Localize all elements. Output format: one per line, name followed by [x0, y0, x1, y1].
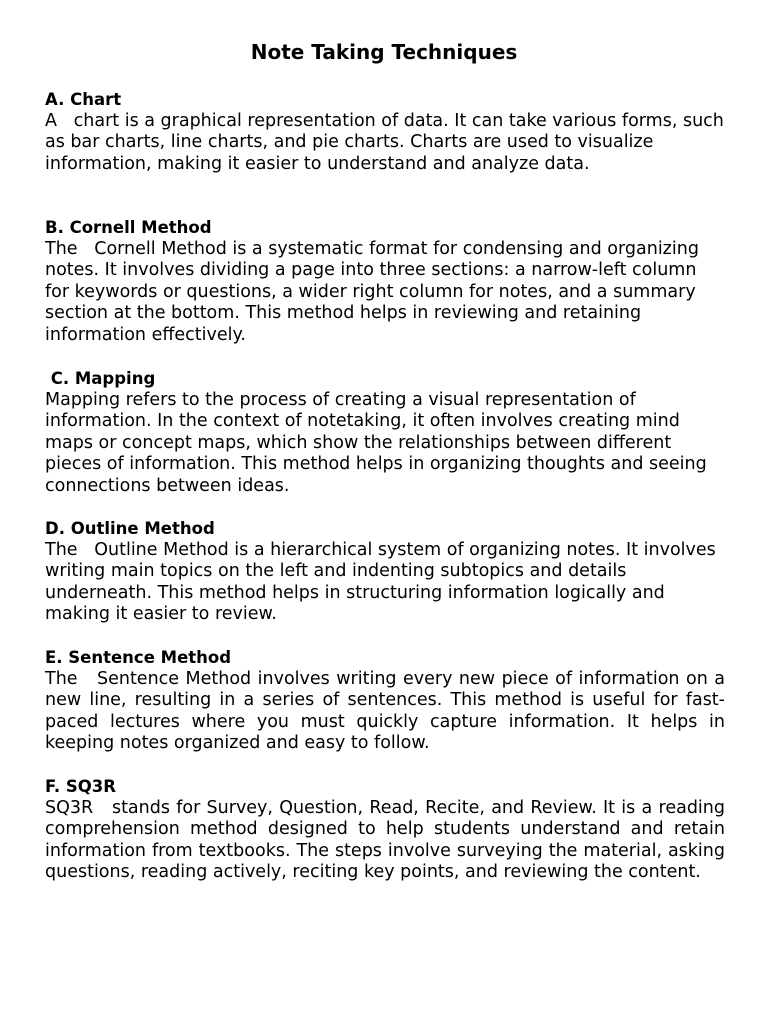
- document-title: Note Taking Techniques: [250, 40, 518, 64]
- section-cornell-method: [45, 217, 725, 346]
- section-body: Mapping refers to the process of creating a visual representation of information. In the context of notetaking, it often involves creating mind maps or concept maps, which show the relationships between different pieces of information. This method helps in organizing thoughts and seeing connections between ideas.: [45, 389, 713, 496]
- section-heading: B. Cornell Method: [45, 218, 212, 237]
- section-heading: D. Outline Method: [45, 519, 215, 538]
- section-outline-method: [45, 518, 725, 626]
- section-body: The Cornell Method is a systematic format for condensing and organizing notes. It involves dividing a page into three sections: a narrow-left column for keywords or questions, a wider right column for notes, and a summary section at the bottom. This method helps in reviewing and retaining information effectively.: [45, 238, 705, 345]
- section-chart: [45, 89, 730, 175]
- section-heading: C. Mapping: [45, 369, 156, 388]
- section-body: SQ3R stands for Survey, Question, Read, Recite, and Review. It is a reading comprehension method designed to help students understand and retain information from textbooks. The steps involve surveying the material, asking questions, reading actively, reciting key points, and reviewing the content.: [45, 797, 731, 883]
- section-mapping: [45, 368, 725, 497]
- section-heading: F. SQ3R: [45, 777, 116, 796]
- section-body: The Sentence Method involves writing every new piece of information on a new line, resulting in a series of sentences. This method is useful for fast-paced lectures where you must quickly capture information. It helps in keeping notes organized and easy to follow.: [45, 668, 731, 754]
- section-body: A chart is a graphical representation of data. It can take various forms, such as bar charts, line charts, and pie charts. Charts are used to visualize information, making it easier to understand and analyze data.: [45, 110, 730, 174]
- section-heading: E. Sentence Method: [45, 648, 232, 667]
- section-sentence-method: [45, 647, 731, 755]
- section-sq3r: [45, 776, 731, 884]
- section-body: The Outline Method is a hierarchical system of organizing notes. It involves writing main topics on the left and indenting subtopics and details underneath. This method helps in structuring information logically and making it easier to review.: [45, 539, 722, 625]
- section-heading: A. Chart: [45, 90, 122, 109]
